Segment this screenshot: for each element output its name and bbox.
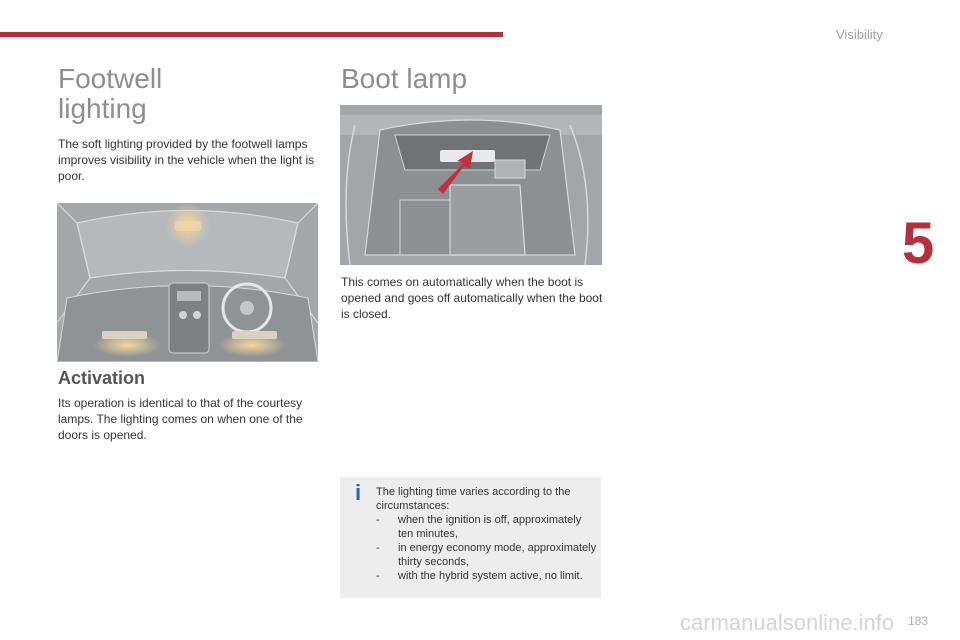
car-boot-icon: [340, 105, 602, 265]
info-text: [376, 485, 598, 583]
info-list-dash: -: [376, 542, 380, 554]
activation-description: Its operation is identical to that of the courtesy lamps. The lighting comes on when one of the doors is opened.: [58, 396, 303, 442]
info-intro: The lighting time varies according to the circumstances:: [376, 486, 571, 512]
boot-lamp-description: This comes on automatically when the boot is opened and goes off automatically when the boot is closed.: [341, 275, 603, 321]
page-number: 183: [908, 614, 929, 628]
watermark: carmanualsonline.info: [680, 610, 895, 635]
footwell-lighting-illustration: [57, 203, 318, 362]
car-interior-icon: [57, 203, 318, 362]
boot-lamp-illustration: [340, 105, 602, 265]
footwell-title-line2: lighting: [58, 93, 147, 124]
info-list-dash: -: [376, 570, 380, 582]
footwell-title: [58, 64, 162, 124]
section-label: Visibility: [836, 27, 883, 42]
activation-heading: Activation: [58, 368, 146, 388]
info-list-text: with the hybrid system active, no limit.: [398, 570, 583, 582]
info-list-item: [376, 513, 598, 541]
footwell-description: The soft lighting provided by the footwell lamps improves visibility in the vehicle when the light is poor.: [58, 137, 315, 183]
boot-lamp-title: Boot lamp: [341, 63, 468, 94]
info-list-item: [376, 541, 598, 569]
info-icon: i: [354, 480, 362, 505]
header-accent-bar: [0, 32, 503, 37]
info-list-item: [376, 569, 598, 583]
info-list-text: in energy economy mode, approximately thirty seconds,: [398, 542, 597, 568]
chapter-number: 5: [902, 211, 935, 276]
info-list-text: when the ignition is off, approximately ten minutes,: [398, 514, 582, 540]
info-list-dash: -: [376, 514, 380, 526]
footwell-title-line1: Footwell: [58, 63, 163, 94]
